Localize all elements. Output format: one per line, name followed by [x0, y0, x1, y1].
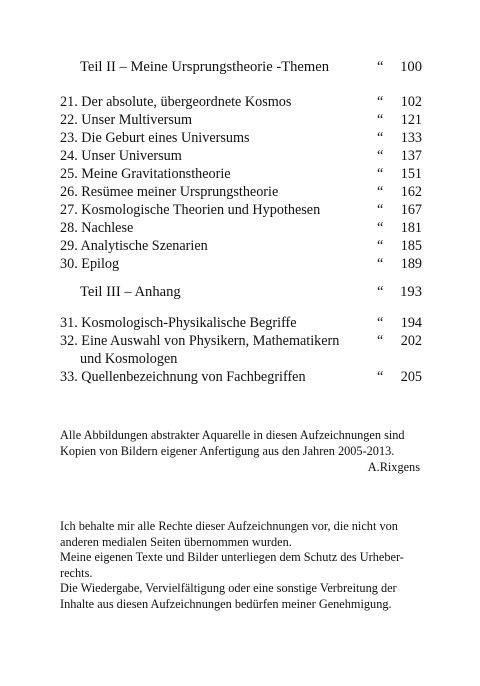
toc-entry-26 [0, 182, 480, 202]
ditto-mark: “ [377, 112, 384, 128]
toc-entry-page: 133 [400, 130, 422, 146]
toc-entry-title: 21. Der absolute, übergeordnete Kosmos [60, 94, 292, 110]
toc-entry-33 [0, 367, 480, 387]
toc-entry-page: 181 [400, 220, 422, 236]
ditto-mark: “ [377, 59, 384, 75]
ditto-mark: “ [377, 315, 384, 331]
ditto-mark: “ [377, 148, 384, 164]
toc-entry-title: und Kosmologen [80, 351, 178, 367]
toc-entry-page: 121 [400, 112, 422, 128]
toc-entry-23 [0, 128, 480, 148]
illustration-note [60, 428, 440, 459]
toc-entry-title: 32. Eine Auswahl von Physikern, Mathematikern [60, 333, 340, 349]
toc-entry-page: 100 [400, 59, 422, 75]
rights-line: Inhalte aus diesen Aufzeichnungen bedürfen meiner Genehmigung. [60, 596, 392, 611]
toc-entry-30 [0, 254, 480, 274]
toc-entry-title: 26. Resümee meiner Ursprungstheorie [60, 184, 279, 200]
ditto-mark: “ [377, 238, 384, 254]
ditto-mark: “ [377, 94, 384, 110]
toc-entry-page: 193 [400, 284, 422, 300]
ditto-mark: “ [377, 256, 384, 272]
ditto-mark: “ [377, 284, 384, 300]
toc-entry-page: 167 [400, 202, 422, 218]
toc-entry-24 [0, 146, 480, 166]
rights-line: Die Wiedergabe, Vervielfältigung oder eine sonstige Verbreitung der [60, 581, 397, 596]
note-line: Kopien von Bildern eigener Anfertigung aus den Jahren 2005-2013. [60, 443, 395, 458]
toc-entry-title: 33. Quellenbezeichnung von Fachbegriffen [60, 369, 306, 385]
ditto-mark: “ [377, 333, 384, 349]
ditto-mark: “ [377, 202, 384, 218]
toc-entry-title: 25. Meine Gravitationstheorie [60, 166, 231, 182]
toc-entry-28 [0, 218, 480, 238]
toc-entry-page: 151 [400, 166, 422, 182]
note-line: Alle Abbildungen abstrakter Aquarelle in diesen Aufzeichnungen sind [60, 428, 405, 442]
toc-entry-page: 194 [400, 315, 422, 331]
toc-entry-27 [0, 200, 480, 220]
toc-entry-21 [0, 92, 480, 112]
toc-entry-page: 205 [400, 369, 422, 385]
toc-entry-32 [0, 331, 480, 351]
rights-line: rechts. [60, 565, 93, 580]
toc-entry-title: Teil III – Anhang [80, 284, 181, 300]
ditto-mark: “ [377, 220, 384, 236]
toc-entry-title: 22. Unser Multiversum [60, 112, 193, 128]
toc-entry-page: 162 [400, 184, 422, 200]
toc-entry-25 [0, 164, 480, 184]
ditto-mark: “ [377, 184, 384, 200]
toc-entry-page: 137 [400, 148, 422, 164]
toc-entry-title: 24. Unser Universum [60, 148, 182, 164]
rights-line: anderen medialen Seiten übernommen wurden. [60, 534, 292, 549]
toc-entry-teil-2 [0, 57, 480, 77]
rights-line: Meine eigenen Texte und Bilder unterliegen dem Schutz des Urheber- [60, 550, 404, 565]
toc-entry-title: 29. Analytische Szenarien [60, 238, 208, 254]
rights-line: Ich behalte mir alle Rechte dieser Aufzeichnungen vor, die nicht von [60, 519, 398, 533]
ditto-mark: “ [377, 166, 384, 182]
toc-entry-title: Teil II – Meine Ursprungstheorie -Themen [80, 59, 330, 75]
toc-entry-29 [0, 236, 480, 256]
toc-entry-page: 202 [400, 333, 422, 349]
rights-notice [60, 519, 440, 613]
toc-entry-page: 102 [400, 94, 422, 110]
toc-entry-teil-3 [0, 282, 480, 302]
toc-entry-page: 185 [400, 238, 422, 254]
toc-entry-title: 23. Die Geburt eines Universums [60, 130, 250, 146]
ditto-mark: “ [377, 369, 384, 385]
ditto-mark: “ [377, 130, 384, 146]
author-signature: A.Rixgens [367, 460, 420, 474]
toc-entry-page: 189 [400, 256, 422, 272]
toc-entry-22 [0, 110, 480, 130]
toc-entry-title: 30. Epilog [60, 256, 120, 272]
toc-entry-32-continued [0, 349, 480, 369]
toc-entry-title: 31. Kosmologisch-Physikalische Begriffe [60, 315, 297, 331]
toc-entry-31 [0, 313, 480, 333]
toc-entry-title: 27. Kosmologische Theorien und Hypothesen [60, 202, 321, 218]
toc-entry-title: 28. Nachlese [60, 220, 134, 236]
